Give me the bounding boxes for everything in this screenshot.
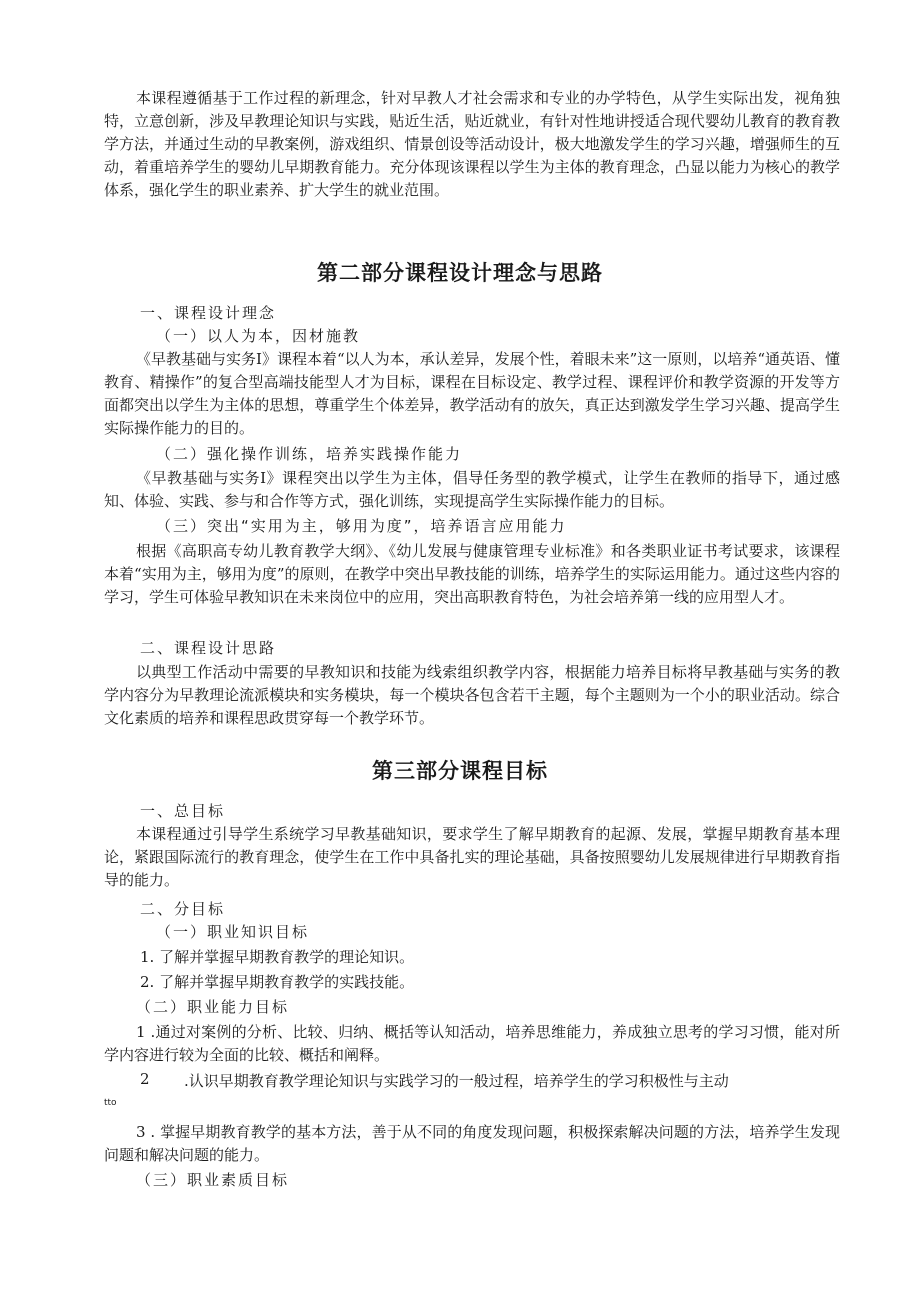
part2-sub1-paragraph: 《早教基础与实务I》课程本着“以人为本，承认差异，发展个性，着眼未来”这一原则，以培养“通英语、懂教育、精操作”的复合型高端技能型人才为目标，课程在目标设定、教学过程、课程评价和教学资源的开发等方面都突出以学生为主体的思想，尊重学生个体差异，教学活动有的放矢，真正达到激发学生学习兴趣、提高学生实际操作能力的目的。 bbox=[104, 350, 840, 437]
part2-sub2-heading: （二）强化操作训练，培养实践操作能力 bbox=[156, 445, 463, 463]
part2-title: 第二部分课程设计理念与思路 bbox=[317, 261, 603, 285]
ability-goal-heading: （二）职业能力目标 bbox=[136, 998, 290, 1016]
part2-sec2-paragraph: 以典型工作活动中需要的早教知识和技能为线索组织教学内容，根据能力培养目标将早教基础与实务的教学内容分为早教理论流派模块和实务模块，每一个模块各包含若干主题，每个主题则为一个小的职业活动。综合文化素质的培养和课程思政贯穿每一个教学环节。 bbox=[104, 663, 840, 727]
ability-goal-3: 3 . 掌握早期教育教学的基本方法，善于从不同的角度发现问题，积极探索解决问题的方法，培养学生发现问题和解决问题的能力。 bbox=[104, 1123, 840, 1164]
ability-goal-2-tail: tto bbox=[104, 1098, 117, 1108]
knowledge-goal-heading: （一）职业知识目标 bbox=[156, 923, 310, 941]
part2-sub3-paragraph: 根据《高职高专幼儿教育教学大纲》、《幼儿发展与健康管理专业标准》和各类职业证书考试要求，该课程本着“实用为主，够用为度”的原则，在教学中突出早教技能的训练，培养学生的实际运用能力。通过这些内容的学习，学生可体验早教知识在未来岗位中的应用，突出高职教育特色，为社会培养第一线的应用型人才。 bbox=[104, 542, 840, 606]
ability-goal-2-number: 2 bbox=[140, 1070, 150, 1088]
part2-sub3-heading: （三）突出“实用为主，够用为度”，培养语言应用能力 bbox=[156, 517, 567, 535]
ability-goal-1: 1 .通过对案例的分析、比较、归纳、概括等认知活动，培养思维能力，养成独立思考的学习习惯，能对所学内容进行较为全面的比较、概括和阐释。 bbox=[104, 1023, 840, 1064]
part3-sec1-heading: 一、总目标 bbox=[140, 802, 226, 820]
part2-sub1-heading: （一）以人为本，因材施教 bbox=[156, 327, 361, 345]
knowledge-goal-2: 2. 了解并掌握早期教育教学的实践技能。 bbox=[140, 973, 415, 991]
part3-sec1-paragraph: 本课程通过引导学生系统学习早教基础知识，要求学生了解早期教育的起源、发展，掌握早期教育基本理论，紧跟国际流行的教育理念，使学生在工作中具备扎实的理论基础，具备按照婴幼儿发展规律进行早期教育指导的能力。 bbox=[104, 825, 840, 889]
part2-sec1-heading: 一、课程设计理念 bbox=[140, 304, 277, 322]
part2-sec2-heading: 二、课程设计思路 bbox=[140, 639, 277, 657]
knowledge-goal-1: 1. 了解并掌握早期教育教学的理论知识。 bbox=[140, 948, 415, 966]
quality-goal-heading: （三）职业素质目标 bbox=[136, 1171, 290, 1189]
part3-title: 第三部分课程目标 bbox=[372, 759, 548, 783]
intro-paragraph: 本课程遵循基于工作过程的新理念，针对早教人才社会需求和专业的办学特色，从学生实际出发，视角独特，立意创新，涉及早教理论知识与实践，贴近生活，贴近就业，有针对性地讲授适合现代婴幼儿教育的教育教学方法，并通过生动的早教案例，游戏组织、情景创设等活动设计，极大地激发学生的学习兴趣，增强师生的互动，着重培养学生的婴幼儿早期教育能力。充分体现该课程以学生为主体的教育理念，凸显以能力为核心的教学体系，强化学生的职业素养、扩大学生的就业范围。 bbox=[104, 89, 840, 199]
part2-sub2-paragraph: 《早教基础与实务I》课程突出以学生为主体，倡导任务型的教学模式，让学生在教师的指导下，通过感知、体验、实践、参与和合作等方式，强化训练，实现提高学生实际操作能力的目标。 bbox=[104, 469, 840, 510]
ability-goal-2-text: .认识早期教育教学理论知识与实践学习的一般过程，培养学生的学习积极性与主动 bbox=[184, 1072, 729, 1090]
part3-sec2-heading: 二、分目标 bbox=[140, 900, 226, 918]
